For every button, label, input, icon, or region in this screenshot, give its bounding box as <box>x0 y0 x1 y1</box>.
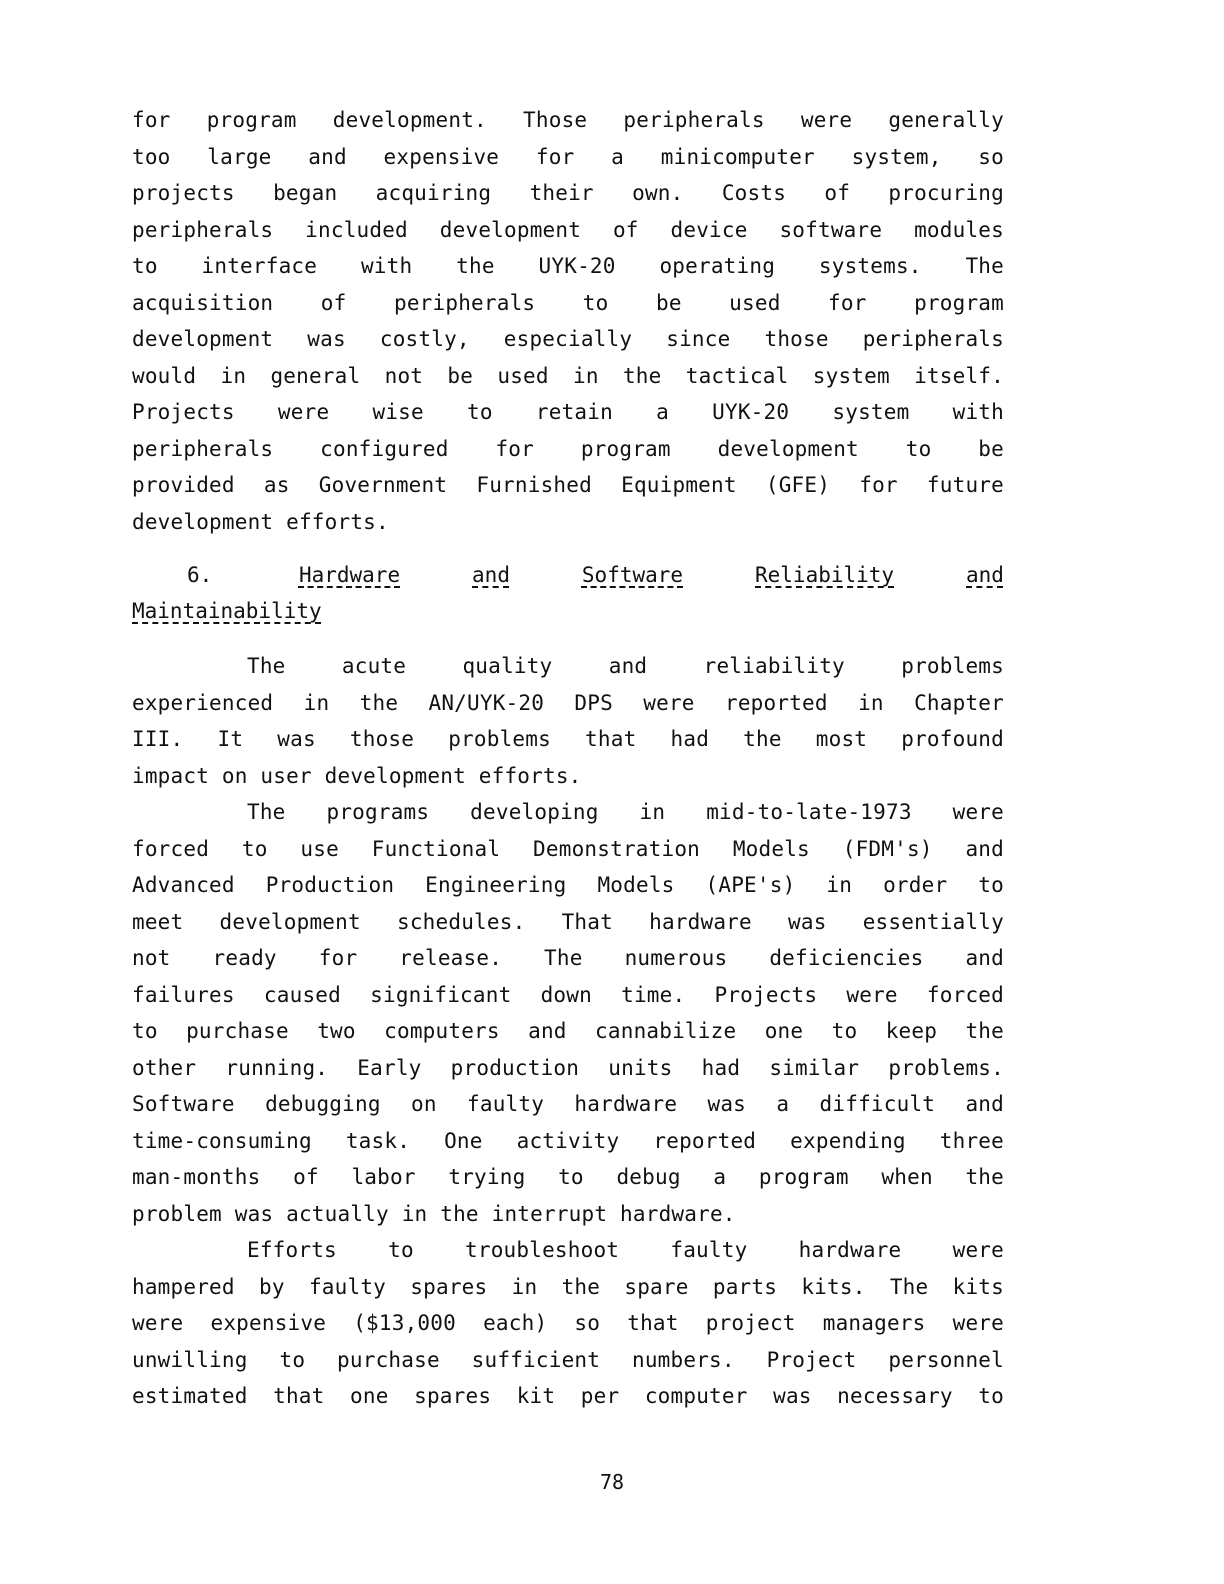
text-line: peripherals included development of device software modules <box>132 217 1004 242</box>
text-line: for program development. Those peripherals were generally <box>132 108 1004 132</box>
text-line: The acute quality and reliability problems <box>247 654 1004 678</box>
text-line: estimated that one spares kit per computer was necessary to <box>132 1384 1004 1408</box>
paragraph-programs <box>132 794 1004 1232</box>
text-line: forced to use Functional Demonstration Models (FDM's) and <box>132 836 1004 861</box>
paragraph-peripherals <box>132 102 1004 540</box>
heading-word: and <box>472 563 510 587</box>
text-line: were expensive ($13,000 each) so that project managers were <box>132 1311 1004 1335</box>
heading-word: Software <box>581 563 684 587</box>
text-line: meet development schedules. That hardware was essentially <box>132 909 1004 934</box>
text-line: would in general not be used in the tactical system itself. <box>132 363 1004 388</box>
text-line: experienced in the AN/UYK-20 DPS were reported in Chapter <box>132 690 1004 715</box>
text-line: problem was actually in the interrupt hardware. <box>132 1201 736 1226</box>
text-line: peripherals configured for program development to be <box>132 436 1004 461</box>
heading-word: Hardware <box>298 563 401 587</box>
text-line: III. It was those problems that had the most profound <box>132 727 1004 751</box>
text-line: man-months of labor trying to debug a program when the <box>132 1165 1004 1189</box>
text-line: time-consuming task. One activity reported expending three <box>132 1128 1004 1153</box>
text-line: hampered by faulty spares in the spare parts kits. The kits <box>132 1274 1004 1299</box>
section-number: 6. <box>187 563 213 587</box>
text-line: to purchase two computers and cannabilize one to keep the <box>132 1019 1004 1043</box>
text-line: The programs developing in mid-to-late-1973 were <box>247 800 1004 824</box>
text-line: not ready for release. The numerous deficiencies and <box>132 946 1004 970</box>
text-line: provided as Government Furnished Equipment (GFE) for future <box>132 473 1004 497</box>
text-line: projects began acquiring their own. Costs of procuring <box>132 181 1004 205</box>
heading-word: Maintainability <box>132 599 322 623</box>
text-line: other running. Early production units had similar problems. <box>132 1055 1004 1080</box>
paragraph-reliability <box>132 648 1004 794</box>
text-line: Projects were wise to retain a UYK-20 system with <box>132 400 1004 424</box>
heading-word: Reliability <box>755 563 895 587</box>
text-line: impact on user development efforts. <box>132 763 582 788</box>
text-line: to interface with the UYK-20 operating systems. The <box>132 254 1004 278</box>
page-number: 78 <box>599 1470 625 1494</box>
text-line: acquisition of peripherals to be used for program <box>132 290 1004 315</box>
text-line: Advanced Production Engineering Models (APE's) in order to <box>132 873 1004 897</box>
heading-word: and <box>966 563 1004 587</box>
text-line: Efforts to troubleshoot faulty hardware were <box>247 1238 1004 1262</box>
text-line: development efforts. <box>132 509 389 534</box>
text-line: unwilling to purchase sufficient numbers. Project personnel <box>132 1347 1004 1372</box>
text-line: too large and expensive for a minicomputer system, so <box>132 144 1004 169</box>
text-line: Software debugging on faulty hardware was a difficult and <box>132 1092 1004 1116</box>
paragraph-spares <box>132 1232 1004 1415</box>
text-line: development was costly, especially since those peripherals <box>132 327 1004 351</box>
section-heading <box>132 557 1004 629</box>
text-line: failures caused significant down time. Projects were forced <box>132 982 1004 1007</box>
